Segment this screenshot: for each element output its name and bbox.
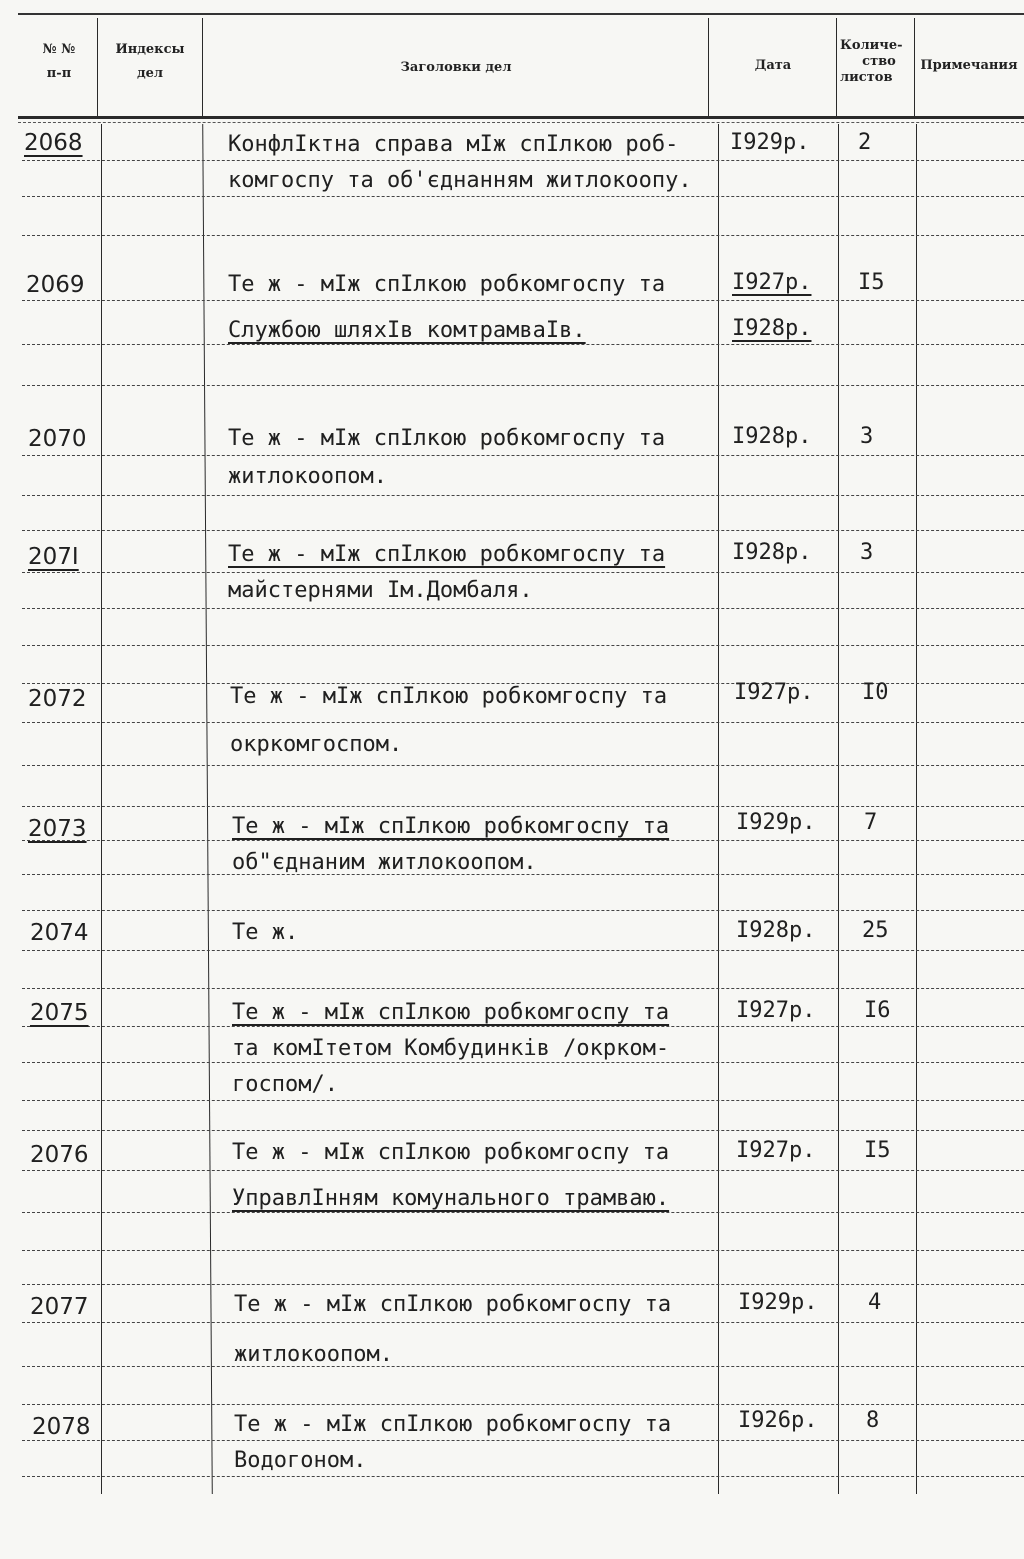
row-sheets: 25 bbox=[862, 918, 889, 943]
row-title-line: майстернями Iм.Домбаля. bbox=[228, 578, 533, 603]
row-title-line: Те ж - мIж спIлкою робкомгоспу та bbox=[234, 1412, 672, 1437]
row-title-line: Те ж - мIж спIлкою робкомгоспу та bbox=[230, 684, 668, 709]
header-sheets-line3: листов bbox=[840, 70, 893, 85]
row-date: I928р. bbox=[732, 540, 812, 565]
header-title: Заголовки дел bbox=[400, 60, 512, 75]
column-divider bbox=[718, 124, 719, 1494]
header-sheets-line2: ство bbox=[862, 54, 896, 69]
row-sheets: 2 bbox=[858, 130, 872, 155]
ruled-line bbox=[22, 530, 1024, 531]
row-date: I927р. bbox=[734, 680, 814, 705]
ruled-line bbox=[22, 495, 1024, 496]
row-date: I928р. bbox=[732, 316, 812, 341]
row-date: I929р. bbox=[730, 130, 810, 155]
row-title-line: та комIтетом Комбудинкiв /окрком- bbox=[232, 1036, 670, 1061]
top-border bbox=[18, 13, 1024, 15]
ruled-line bbox=[22, 1212, 1024, 1213]
row-title-line: Те ж - мIж спIлкою робкомгоспу та bbox=[228, 426, 666, 451]
row-number: 2077 bbox=[30, 1294, 89, 1320]
row-date: I927р. bbox=[732, 270, 812, 295]
column-divider bbox=[708, 18, 709, 118]
row-number: 2069 bbox=[26, 272, 85, 298]
ruled-line bbox=[22, 344, 1024, 345]
header-rule-dashed bbox=[18, 122, 1024, 123]
row-title-line: Те ж - мIж спIлкою робкомгоспу та bbox=[232, 1000, 670, 1025]
row-number: 2068 bbox=[24, 130, 83, 156]
row-number: 2076 bbox=[30, 1142, 89, 1168]
ruled-line bbox=[22, 608, 1024, 609]
ruled-line bbox=[22, 1366, 1024, 1367]
row-title-line: Те ж - мIж спIлкою робкомгоспу та bbox=[228, 542, 666, 567]
row-sheets: 3 bbox=[860, 540, 874, 565]
header-num bbox=[22, 40, 96, 83]
column-divider bbox=[916, 124, 917, 1494]
ruled-line bbox=[22, 645, 1024, 646]
ruled-line bbox=[22, 1130, 1024, 1131]
ruled-line bbox=[22, 1250, 1024, 1251]
ruled-line bbox=[22, 196, 1024, 197]
header-index-line1: Индексы bbox=[115, 42, 185, 57]
ruled-line bbox=[22, 300, 1024, 301]
row-title-line: Те ж - мIж спIлкою робкомгоспу та bbox=[234, 1292, 672, 1317]
row-title-line: житлокоопом. bbox=[234, 1342, 393, 1367]
ruled-line bbox=[22, 572, 1024, 573]
row-number: 2070 bbox=[28, 426, 87, 452]
header-sheets bbox=[836, 38, 918, 86]
ruled-line bbox=[22, 950, 1024, 951]
ruled-line bbox=[22, 910, 1024, 911]
header-num-line2: п-п bbox=[46, 66, 72, 81]
column-divider bbox=[836, 18, 837, 118]
row-sheets: I5 bbox=[858, 270, 885, 295]
ruled-line bbox=[22, 722, 1024, 723]
ruled-line bbox=[22, 765, 1024, 766]
row-sheets: I0 bbox=[862, 680, 889, 705]
row-sheets: 8 bbox=[866, 1408, 880, 1433]
row-title-line: окркомгоспом. bbox=[230, 732, 403, 757]
ruled-line bbox=[22, 385, 1024, 386]
row-date: I929р. bbox=[738, 1290, 818, 1315]
ruled-line bbox=[22, 455, 1024, 456]
row-title-line: комгоспу та об'єднанням житлокоопу. bbox=[228, 168, 692, 193]
row-title-line: Службою шляхIв комтрамваIв. bbox=[228, 318, 586, 343]
ruled-line bbox=[22, 1170, 1024, 1171]
row-date: I928р. bbox=[736, 918, 816, 943]
ruled-line bbox=[22, 1062, 1024, 1063]
row-title-line: Те ж - мIж спIлкою робкомгоспу та bbox=[232, 814, 670, 839]
column-divider bbox=[202, 18, 203, 118]
row-number: 2075 bbox=[30, 1000, 89, 1026]
row-sheets: 7 bbox=[864, 810, 878, 835]
row-title-line: Те ж - мIж спIлкою робкомгоспу та bbox=[228, 272, 666, 297]
row-sheets: 3 bbox=[860, 424, 874, 449]
ruled-line bbox=[22, 1284, 1024, 1285]
ruled-line bbox=[22, 988, 1024, 989]
header-sheets-line1: Количе- bbox=[840, 38, 903, 53]
row-date: I929р. bbox=[736, 810, 816, 835]
column-divider bbox=[202, 124, 213, 1494]
header-notes: Примечания bbox=[920, 58, 1018, 73]
ruled-line bbox=[22, 1476, 1024, 1477]
row-sheets: 4 bbox=[868, 1290, 882, 1315]
column-divider bbox=[97, 18, 98, 118]
row-number: 2072 bbox=[28, 686, 87, 712]
ruled-line bbox=[22, 1322, 1024, 1323]
column-divider bbox=[101, 124, 102, 1494]
row-number: 207I bbox=[28, 544, 79, 570]
header-index-line2: дел bbox=[136, 66, 164, 81]
row-title-line: УправлIнням комунального трамваю. bbox=[232, 1186, 670, 1211]
ruled-line bbox=[22, 235, 1024, 236]
row-number: 2078 bbox=[32, 1414, 91, 1440]
row-title-line: Водогоном. bbox=[234, 1448, 367, 1473]
row-title-line: госпом/. bbox=[232, 1072, 338, 1097]
header-rule bbox=[18, 116, 1024, 119]
header-index bbox=[100, 40, 200, 83]
row-title-line: Те ж. bbox=[232, 920, 299, 945]
row-title-line: КонфлIктна справа мIж спIлкою роб- bbox=[228, 132, 679, 157]
ruled-line bbox=[22, 1100, 1024, 1101]
row-sheets: I5 bbox=[864, 1138, 891, 1163]
column-divider bbox=[914, 18, 915, 118]
row-date: I926р. bbox=[738, 1408, 818, 1433]
row-date: I927р. bbox=[736, 1138, 816, 1163]
row-date: I927р. bbox=[736, 998, 816, 1023]
ruled-line bbox=[22, 160, 1024, 161]
row-title-line: об"єднаним житлокоопом. bbox=[232, 850, 537, 875]
header-num-line1: № № bbox=[42, 42, 76, 57]
ruled-line bbox=[22, 840, 1024, 841]
ruled-line bbox=[22, 1404, 1024, 1405]
row-sheets: I6 bbox=[864, 998, 891, 1023]
row-date: I928р. bbox=[732, 424, 812, 449]
header-date: Дата bbox=[754, 58, 792, 73]
column-divider bbox=[838, 124, 839, 1494]
ruled-line bbox=[22, 806, 1024, 807]
row-title-line: житлокоопом. bbox=[228, 464, 387, 489]
ruled-line bbox=[22, 1026, 1024, 1027]
row-title-line: Те ж - мIж спIлкою робкомгоспу та bbox=[232, 1140, 670, 1165]
ruled-line bbox=[22, 1440, 1024, 1441]
row-number: 2074 bbox=[30, 920, 89, 946]
row-number: 2073 bbox=[28, 816, 87, 842]
